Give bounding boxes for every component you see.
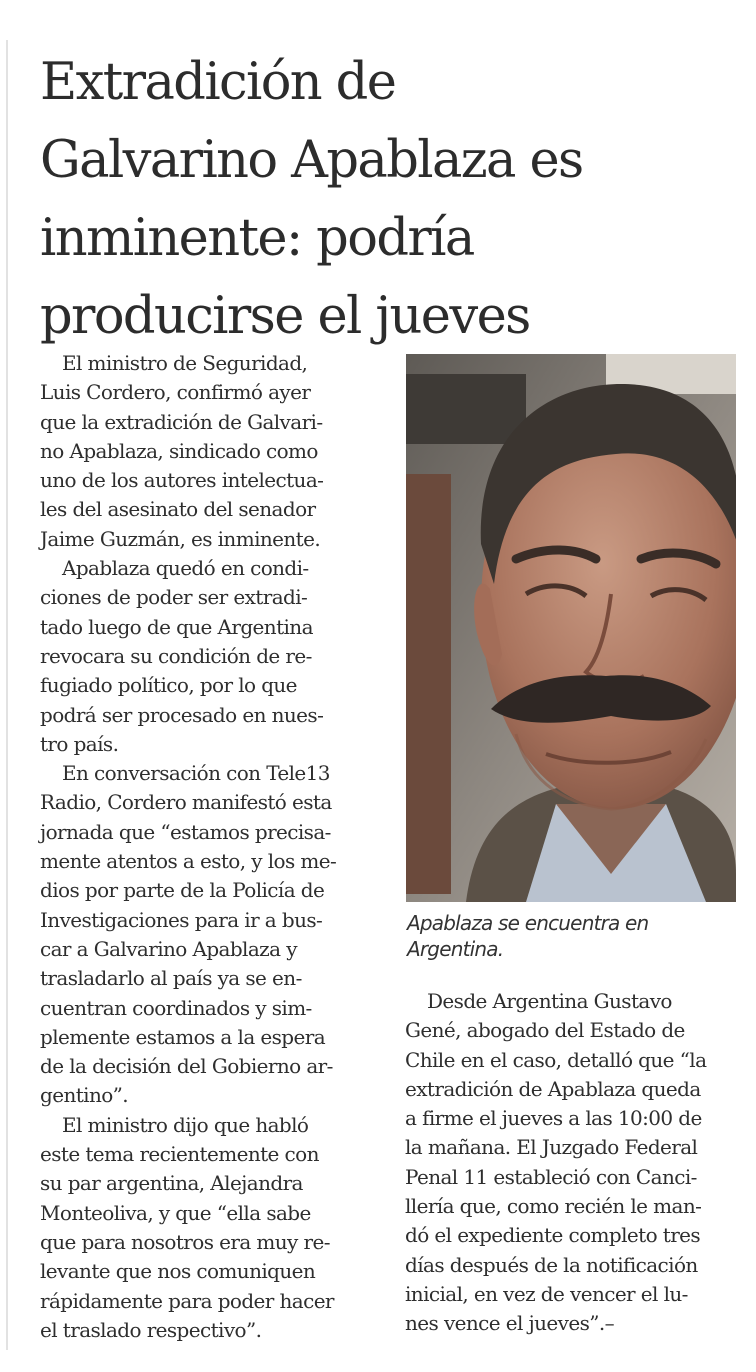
portrait-illustration [406,354,736,902]
text-line: no Apablaza, sindicado como [40,438,318,463]
text-line: dios por parte de la Policía de [40,878,325,903]
text-line: Chile en el caso, detalló que “la [405,1047,707,1072]
text-line: dó el expediente completo tres [405,1223,701,1248]
text-line: la mañana. El Juzgado Federal [405,1135,698,1160]
caption-line: Argentina. [407,937,504,961]
text-line: de la decisión del Gobierno ar- [40,1054,333,1079]
text-line: uno de los autores intelectua- [40,468,324,493]
text-line: Gené, abogado del Estado de [405,1018,685,1043]
text-line: plemente estamos a la espera [40,1024,326,1049]
text-line: El ministro dijo que habló [62,1112,309,1137]
paragraph [40,1111,385,1345]
text-line: tro país. [40,731,119,756]
text-line: Luis Cordero, confirmó ayer [40,380,311,405]
headline [40,44,740,356]
text-line: mente atentos a esto, y los me- [40,849,337,874]
text-line: extradición de Apablaza queda [405,1076,701,1101]
text-line: este tema recientemente con [40,1142,319,1167]
headline-line: Galvarino Apablaza es [40,131,583,190]
caption-line: Apablaza se encuentra en [407,911,649,935]
text-line: días después de la notificación [405,1252,698,1277]
text-line: el traslado respectivo”. [40,1317,262,1342]
photo-caption [407,910,737,962]
text-line: gentino”. [40,1083,129,1108]
text-line: nes vence el jueves”.– [405,1311,615,1336]
text-line: jornada que “estamos precisa- [40,819,331,844]
column-rule [6,40,8,1350]
headline-line: inminente: podría [40,209,474,268]
text-line: Monteoliva, y que “ella sabe [40,1200,311,1225]
text-line: rápidamente para poder hacer [40,1288,334,1313]
paragraph [40,759,385,1111]
text-line: Penal 11 estableció con Canci- [405,1164,697,1189]
text-line: fugiado político, por lo que [40,673,297,698]
text-line: revocara su condición de re- [40,643,312,668]
text-line: su par argentina, Alejandra [40,1171,303,1196]
text-line: car a Galvarino Apablaza y [40,936,297,961]
text-line: Radio, Cordero manifestó esta [40,790,332,815]
portrait-photo [406,354,736,902]
paragraph [40,554,385,759]
text-line: cuentran coordinados y sim- [40,995,312,1020]
headline-line: Extradición de [40,53,396,112]
text-line: ciones de poder ser extradi- [40,585,308,610]
article-body-left [40,349,385,1345]
article-body-right [405,987,745,1339]
text-line: Desde Argentina Gustavo [427,989,672,1013]
text-line: En conversación con Tele13 [62,761,330,786]
text-line: tado luego de que Argentina [40,614,313,639]
text-line: El ministro de Seguridad, [62,351,308,375]
paragraph [40,349,385,554]
paragraph [405,987,745,1339]
text-line: que la extradición de Galvari- [40,409,323,434]
text-line: levante que nos comuniquen [40,1259,316,1284]
text-line: llería que, como recién le man- [405,1194,702,1219]
text-line: trasladarlo al país ya se en- [40,966,302,991]
text-line: Apablaza quedó en condi- [62,556,309,581]
text-line: inicial, en vez de vencer el lu- [405,1281,688,1306]
text-line: Jaime Guzmán, es inminente. [40,526,321,551]
text-line: que para nosotros era muy re- [40,1229,330,1254]
text-line: a firme el jueves a las 10:00 de [405,1106,702,1131]
headline-line: producirse el jueves [40,287,530,346]
text-line: podrá ser procesado en nues- [40,702,324,727]
text-line: Investigaciones para ir a bus- [40,907,323,932]
text-line: les del asesinato del senador [40,497,316,522]
